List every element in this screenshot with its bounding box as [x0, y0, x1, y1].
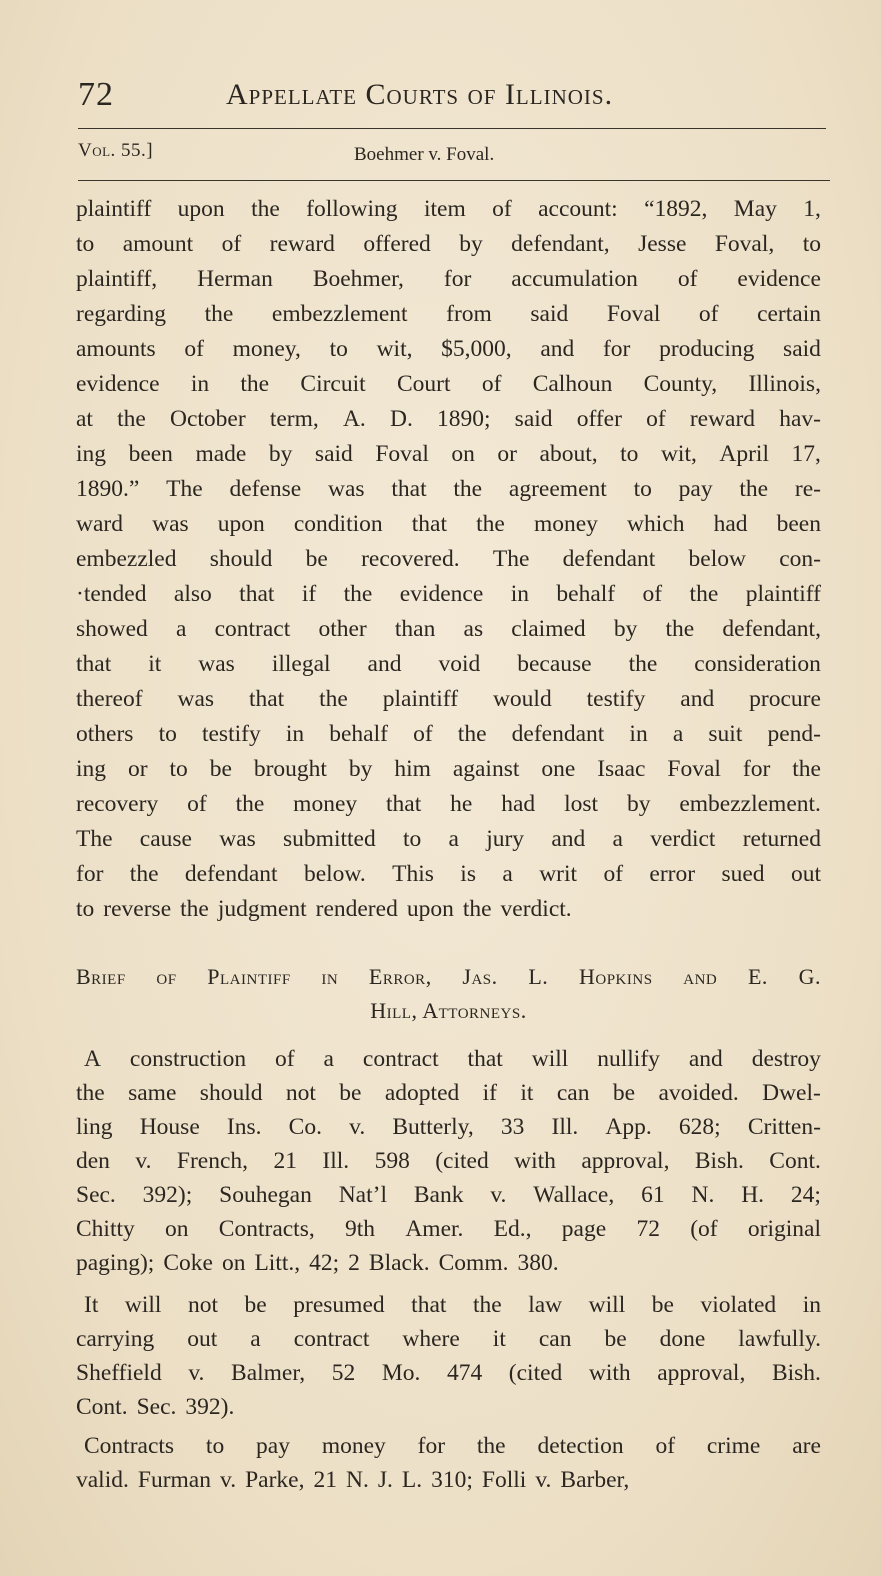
text-line: Cont. Sec. 392). [76, 1394, 235, 1420]
brief-heading-line-2: Hill, Attorneys. [370, 998, 527, 1023]
text-line: ing or to be brought by him against one Isaac Foval for the [76, 756, 821, 782]
text-line: to amount of reward offered by defendant, Jesse Foval, to [76, 231, 821, 257]
text-line: embezzled should be recovered. The defendant below con- [76, 546, 821, 572]
case-header-rule [78, 180, 830, 181]
brief-paragraph-1 [76, 1042, 821, 1280]
text-line: evidence in the Circuit Court of Calhoun County, Illinois, [76, 371, 821, 397]
text-line: valid. Furman v. Parke, 21 N. J. L. 310; Folli v. Barber, [76, 1467, 630, 1493]
text-line: for the defendant below. This is a writ of error sued out [76, 861, 821, 887]
text-line: den v. French, 21 Ill. 598 (cited with approval, Bish. Cont. [76, 1148, 821, 1174]
text-line: to reverse the judgment rendered upon the verdict. [76, 896, 572, 922]
text-line: at the October term, A. D. 1890; said offer of reward hav- [76, 406, 821, 432]
text-line: carrying out a contract where it can be done lawfully. [76, 1326, 821, 1352]
text-line: ling House Ins. Co. v. Butterly, 33 Ill. App. 628; Critten- [76, 1114, 821, 1140]
text-line: ward was upon condition that the money which had been [76, 511, 821, 537]
text-line: paging); Coke on Litt., 42; 2 Black. Comm. 380. [76, 1250, 559, 1276]
text-line: plaintiff upon the following item of account: “1892, May 1, [76, 196, 821, 222]
text-line: regarding the embezzlement from said Foval of certain [76, 301, 821, 327]
text-line: that it was illegal and void because the consideration [76, 651, 821, 677]
text-line: showed a contract other than as claimed by the defendant, [76, 616, 821, 642]
header-rule [78, 128, 826, 129]
running-title: Appellate Courts of Illinois. [226, 78, 614, 111]
brief-heading-line-1: Brief of Plaintiff in Error, Jas. L. Hopkins and E. G. [76, 964, 821, 989]
text-line: the same should not be adopted if it can be avoided. Dwel- [76, 1080, 821, 1106]
text-line: Sheffield v. Balmer, 52 Mo. 474 (cited with approval, Bish. [76, 1360, 821, 1386]
text-line: recovery of the money that he had lost by embezzlement. [76, 791, 821, 817]
case-header [78, 140, 826, 172]
text-line: Contracts to pay money for the detection of crime are [84, 1433, 821, 1459]
page-number: 72 [78, 76, 114, 113]
text-line: Sec. 392); Souhegan Nat’l Bank v. Wallace, 61 N. H. 24; [76, 1182, 821, 1208]
text-line: 1890.” The defense was that the agreement to pay the re- [76, 476, 821, 502]
text-line: A construction of a contract that will nullify and destroy [84, 1046, 821, 1072]
text-line: thereof was that the plaintiff would testify and procure [76, 686, 821, 712]
text-line: ·tended also that if the evidence in behalf of the plaintiff [76, 581, 821, 607]
case-name: Boehmer v. Foval. [354, 144, 495, 165]
text-line: It will not be presumed that the law will be violated in [84, 1292, 821, 1318]
brief-paragraph-2 [76, 1288, 821, 1424]
brief-heading [76, 960, 821, 1028]
text-line: Chitty on Contracts, 9th Amer. Ed., page 72 (of original [76, 1216, 821, 1242]
statement-of-facts [76, 192, 821, 927]
brief-paragraph-3 [76, 1429, 821, 1497]
volume-label: Vol. 55.] [78, 140, 154, 161]
text-line: The cause was submitted to a jury and a verdict returned [76, 826, 821, 852]
page-header [78, 76, 818, 126]
text-line: plaintiff, Herman Boehmer, for accumulation of evidence [76, 266, 821, 292]
text-line: ing been made by said Foval on or about, to wit, April 17, [76, 441, 821, 467]
text-line: others to testify in behalf of the defendant in a suit pend- [76, 721, 821, 747]
text-line: amounts of money, to wit, $5,000, and for producing said [76, 336, 821, 362]
